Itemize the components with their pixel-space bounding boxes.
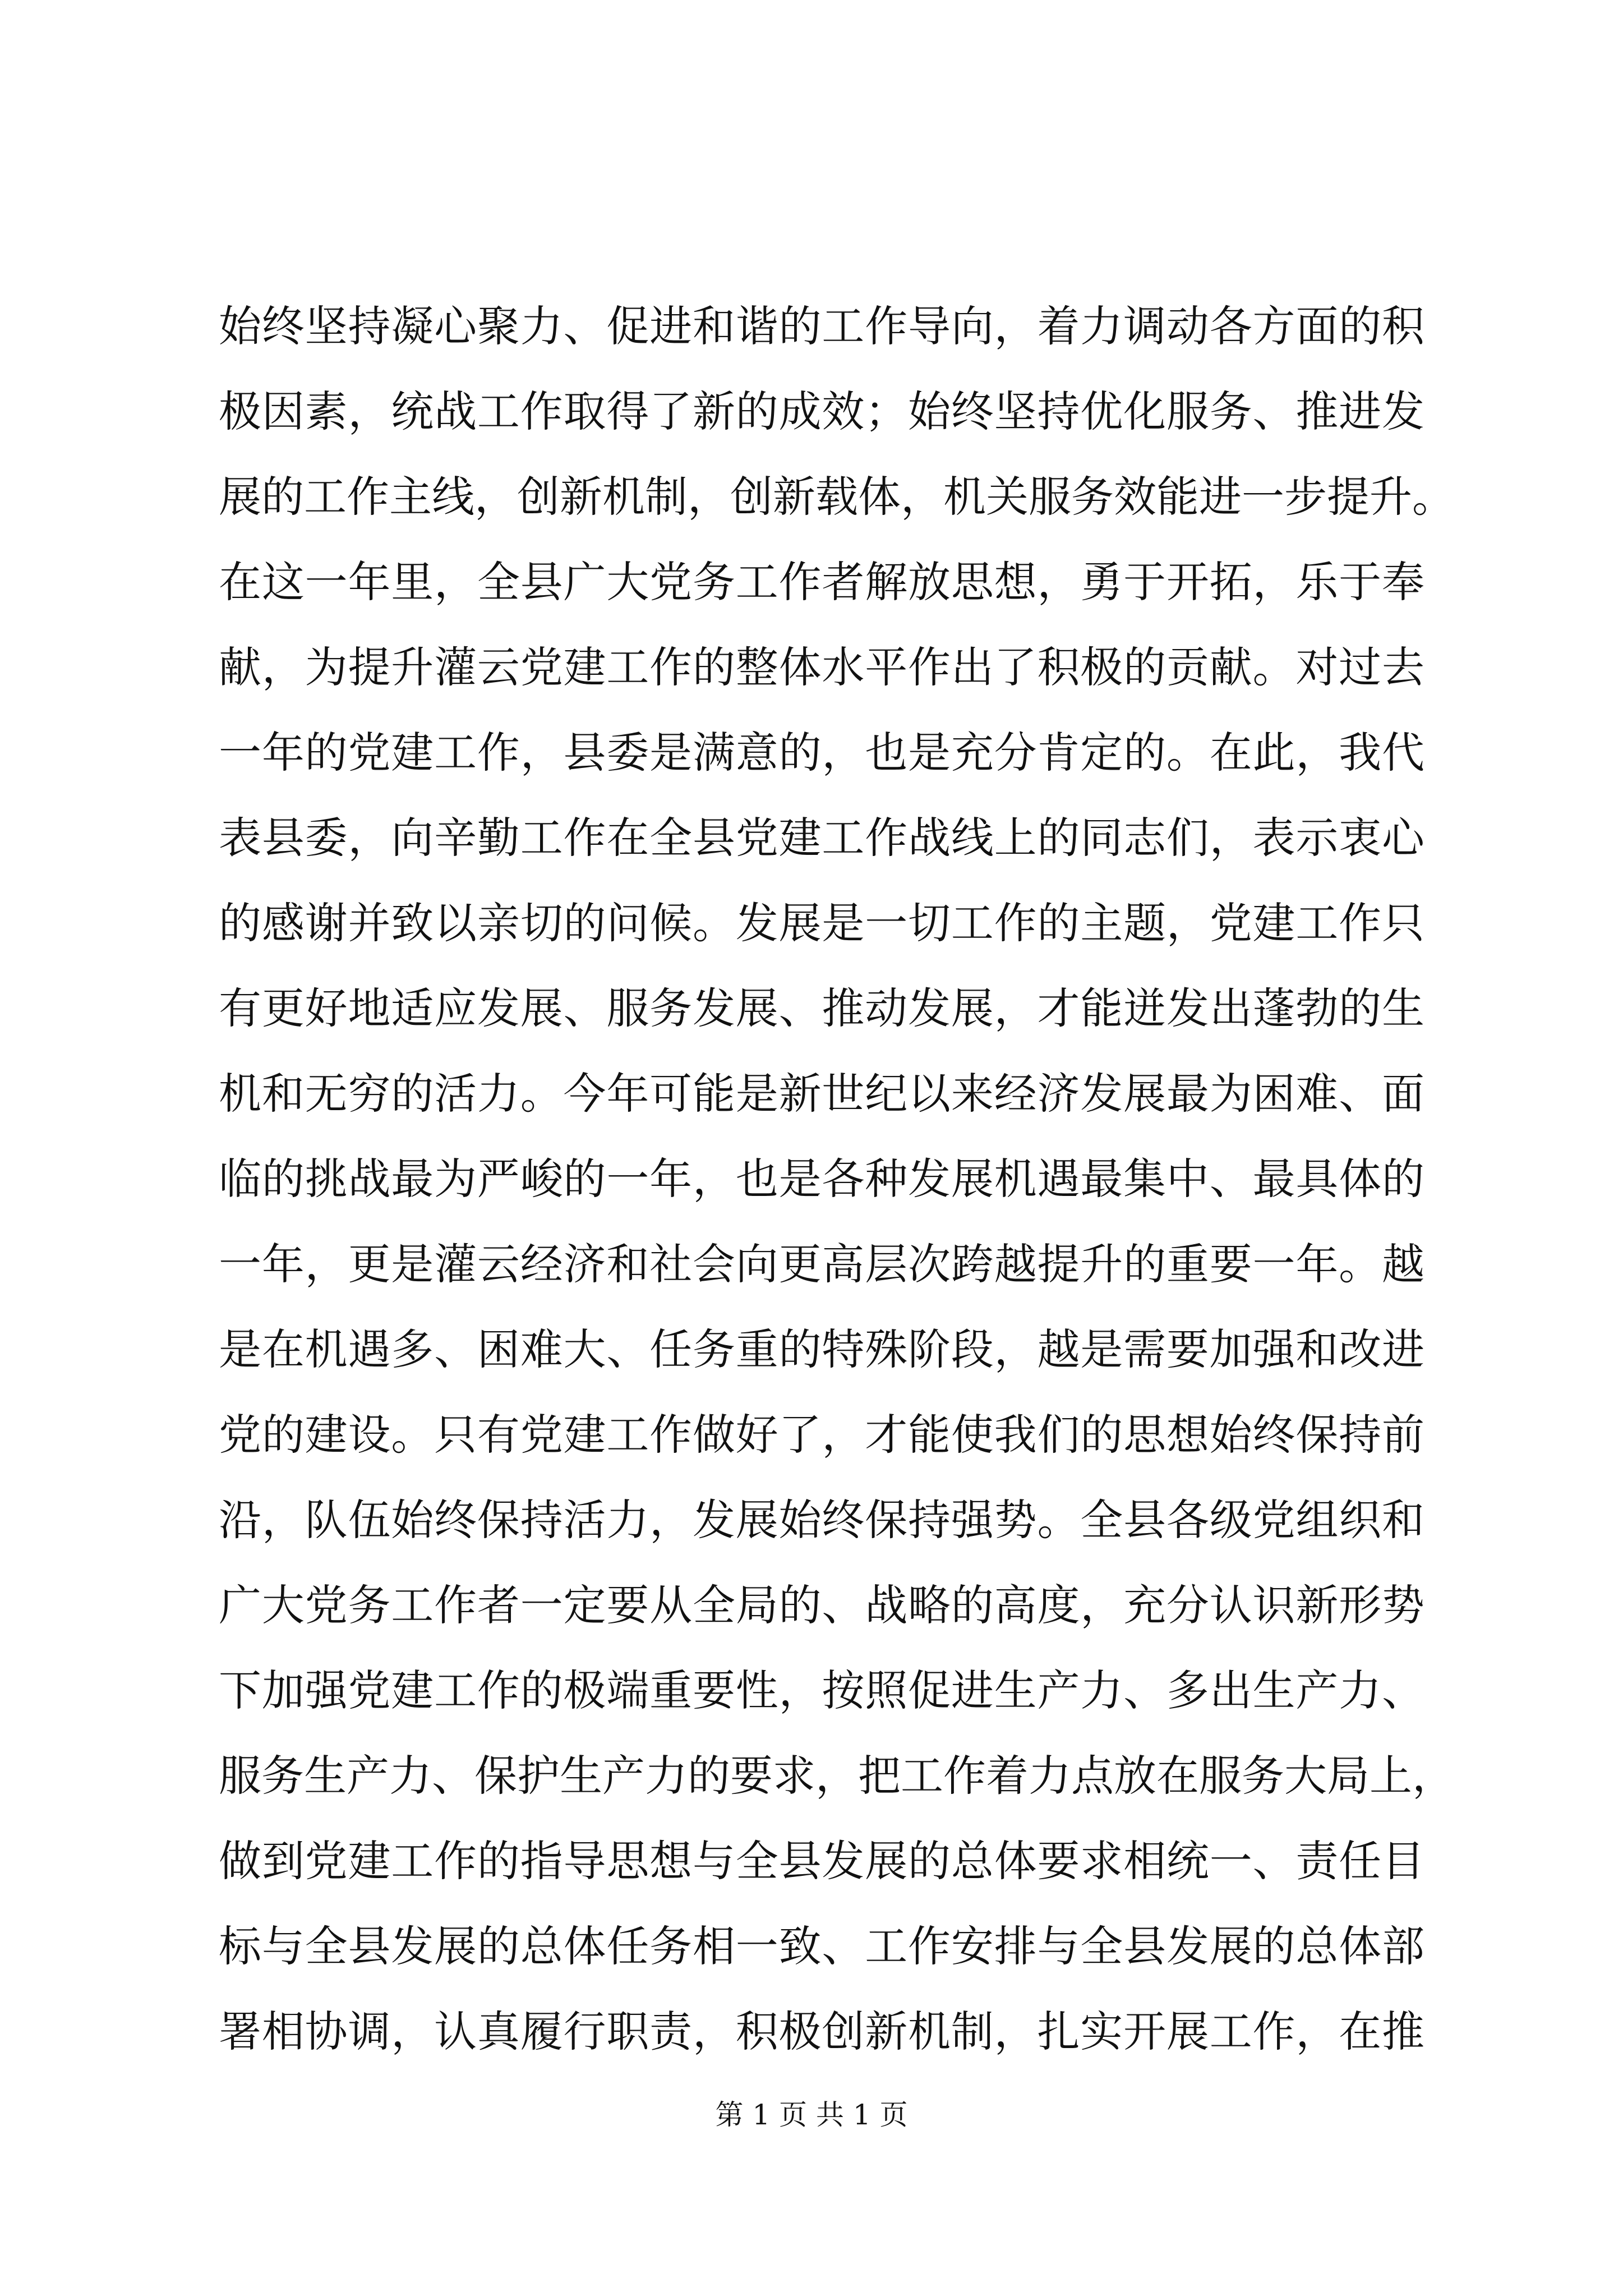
text-line: 临的挑战最为严峻的一年，也是各种发展机遇最集中、最具体的: [219, 1154, 1424, 1204]
text-line: 署相协调，认真履行职责，积极创新机制，扎实开展工作，在推: [219, 2007, 1424, 2056]
text-line: 沿，队伍始终保持活力，发展始终保持强势。全县各级党组织和: [219, 1495, 1424, 1545]
text-line: 一年，更是灌云经济和社会向更高层次跨越提升的重要一年。越: [219, 1239, 1424, 1289]
text-line: 广大党务工作者一定要从全局的、战略的高度，充分认识新形势: [219, 1580, 1424, 1630]
text-line: 是在机遇多、困难大、任务重的特殊阶段，越是需要加强和改进: [219, 1324, 1424, 1374]
text-line: 在这一年里，全县广大党务工作者解放思想，勇于开拓，乐于奉: [219, 557, 1424, 607]
text-line: 表县委，向辛勤工作在全县党建工作战线上的同志们，表示衷心: [219, 813, 1424, 863]
text-line: 做到党建工作的指导思想与全县发展的总体要求相统一、责任目: [219, 1836, 1424, 1886]
text-line: 下加强党建工作的极端重要性，按照促进生产力、多出生产力、: [219, 1665, 1424, 1715]
text-line: 一年的党建工作，县委是满意的，也是充分肯定的。在此，我代: [219, 728, 1424, 777]
text-line: 服务生产力、保护生产力的要求，把工作着力点放在服务大局上，: [219, 1751, 1455, 1801]
text-line: 极因素，统战工作取得了新的成效；始终坚持优化服务、推进发: [219, 386, 1424, 436]
text-line: 有更好地适应发展、服务发展、推动发展，才能迸发出蓬勃的生: [219, 983, 1424, 1033]
text-line: 的感谢并致以亲切的问候。发展是一切工作的主题，党建工作只: [219, 898, 1424, 948]
text-line: 始终坚持凝心聚力、促进和谐的工作导向，着力调动各方面的积: [219, 301, 1424, 351]
text-line: 展的工作主线，创新机制，创新载体，机关服务效能进一步提升。: [219, 472, 1455, 522]
text-line: 机和无穷的活力。今年可能是新世纪以来经济发展最为困难、面: [219, 1069, 1424, 1119]
text-line: 党的建设。只有党建工作做好了，才能使我们的思想始终保持前: [219, 1410, 1424, 1460]
text-line: 献，为提升灌云党建工作的整体水平作出了积极的贡献。对过去: [219, 642, 1424, 692]
text-line: 标与全县发展的总体任务相一致、工作安排与全县发展的总体部: [219, 1921, 1424, 1971]
page-number-footer: 第 1 页 共 1 页: [715, 2099, 908, 2131]
body-paragraph: [219, 284, 1455, 2074]
